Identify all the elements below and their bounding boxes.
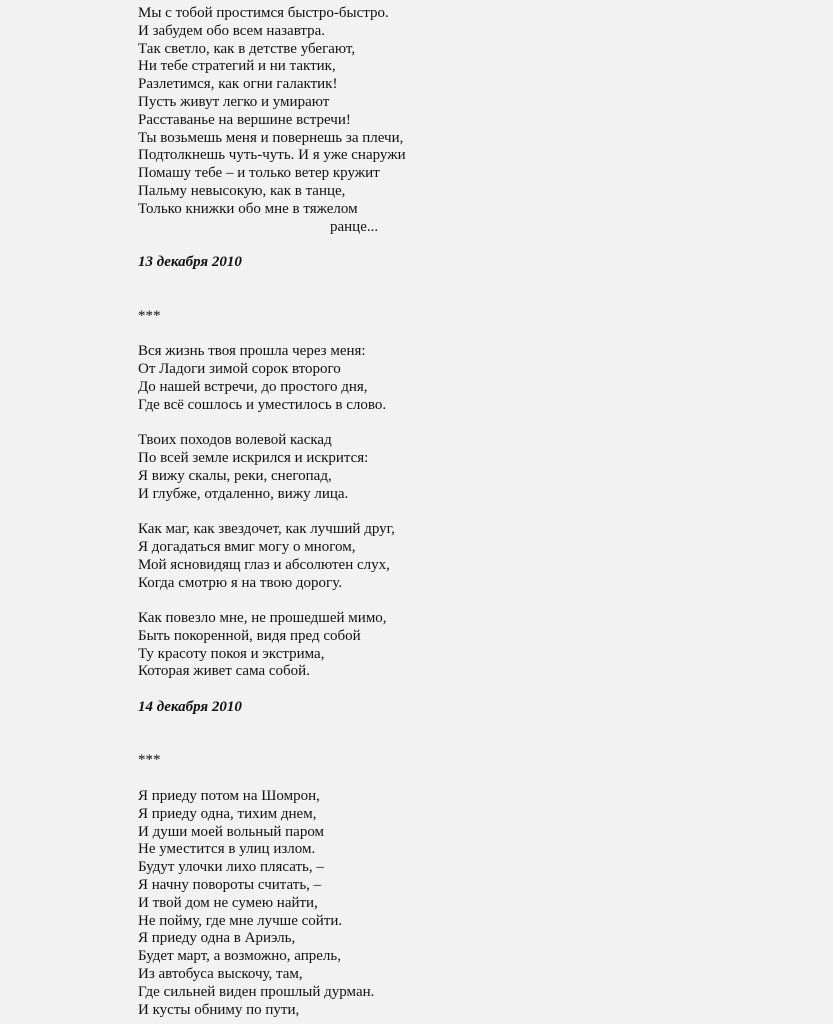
poem-line: Как маг, как звездочет, как лучший друг, <box>138 521 395 538</box>
poem-line: Я начну повороты считать, – <box>138 877 322 894</box>
poem-line: Я догадаться вмиг могу о многом, <box>138 538 356 555</box>
poem-line: Ту красоту покоя и экстрима, <box>138 645 325 662</box>
poem-line: Где всё сошлось и уместилось в слово. <box>138 396 387 413</box>
poem-line: Я приеду одна, тихим днем, <box>138 805 317 822</box>
poem-line: Когда смотрю я на твою дорогу. <box>138 574 342 591</box>
poem-2 <box>138 308 818 717</box>
document-page <box>138 5 818 1019</box>
poem-line: Только книжки обо мне в тяжелом <box>138 200 358 217</box>
stanza <box>138 521 818 592</box>
poem-line: Я приеду одна в Ариэль, <box>138 930 296 947</box>
poem-line: Ты возьмешь меня и повернешь за плечи, <box>138 129 404 146</box>
poem-line: Вся жизнь твоя прошла через меня: <box>138 343 366 360</box>
poem-line: И забудем обо всем назавтра. <box>138 22 326 39</box>
poem-date: 13 декабря 2010 <box>138 254 242 271</box>
stanza <box>138 610 818 681</box>
poem-line: Мой ясновидящ глаз и абсолютен слух, <box>138 556 390 573</box>
poem-line: Я приеду потом на Шомрон, <box>138 788 320 805</box>
poem-line: Будут улочки лихо плясать, – <box>138 859 324 876</box>
poem-line: Расставанье на вершине встречи! <box>138 111 351 128</box>
poem-line: Не пойму, где мне лучше сойти. <box>138 912 343 929</box>
poem-line: По всей земле искрился и искрится: <box>138 449 369 466</box>
section-marker: *** <box>138 752 161 769</box>
poem-line-indented: ранце... <box>330 218 379 235</box>
poem-line: И твой дом не сумею найти, <box>138 894 318 911</box>
poem-line: От Ладоги зимой сорок второго <box>138 360 341 377</box>
poem-line: Пальму невысокую, как в танце, <box>138 182 346 199</box>
poem-line: Мы с тобой простимся быстро-быстро. <box>138 5 389 21</box>
poem-line: Будет март, а возможно, апрель, <box>138 948 341 965</box>
poem-3 <box>138 752 818 1019</box>
poem-line: Я вижу скалы, реки, снегопад, <box>138 467 332 484</box>
stanza <box>138 343 818 414</box>
poem-line: Пусть живут легко и умирают <box>138 93 330 110</box>
poem-line: Не уместится в улиц излом. <box>138 841 316 858</box>
poem-line: Из автобуса выскочу, там, <box>138 966 303 983</box>
poem-line: И кусты обниму по пути, <box>138 1001 300 1018</box>
poem-line: Где сильней виден прошлый дурман. <box>138 983 375 1000</box>
poem-line: Твоих походов волевой каскад <box>138 432 332 449</box>
poem-line: До нашей встречи, до простого дня, <box>138 378 368 395</box>
poem-line: И души моей вольный паром <box>138 823 325 840</box>
poem-line: И глубже, отдаленно, вижу лица. <box>138 485 349 502</box>
poem-line: Подтолкнешь чуть-чуть. И я уже снаружи <box>138 147 406 164</box>
poem-line: Разлетимся, как огни галактик! <box>138 76 338 93</box>
section-marker: *** <box>138 307 161 324</box>
stanza <box>138 432 818 503</box>
poem-line: Так светло, как в детстве убегают, <box>138 40 356 57</box>
poem-line: Ни тебе стратегий и ни тактик, <box>138 58 336 75</box>
poem-date: 14 декабря 2010 <box>138 699 242 716</box>
poem-line: Помашу тебе – и только ветер кружит <box>138 165 380 182</box>
poem-line: Которая живет сама собой. <box>138 663 310 680</box>
poem-line: Как повезло мне, не прошедшей мимо, <box>138 610 387 627</box>
poem-line: Быть покоренной, видя пред собой <box>138 627 361 644</box>
poem-1 <box>138 5 818 272</box>
